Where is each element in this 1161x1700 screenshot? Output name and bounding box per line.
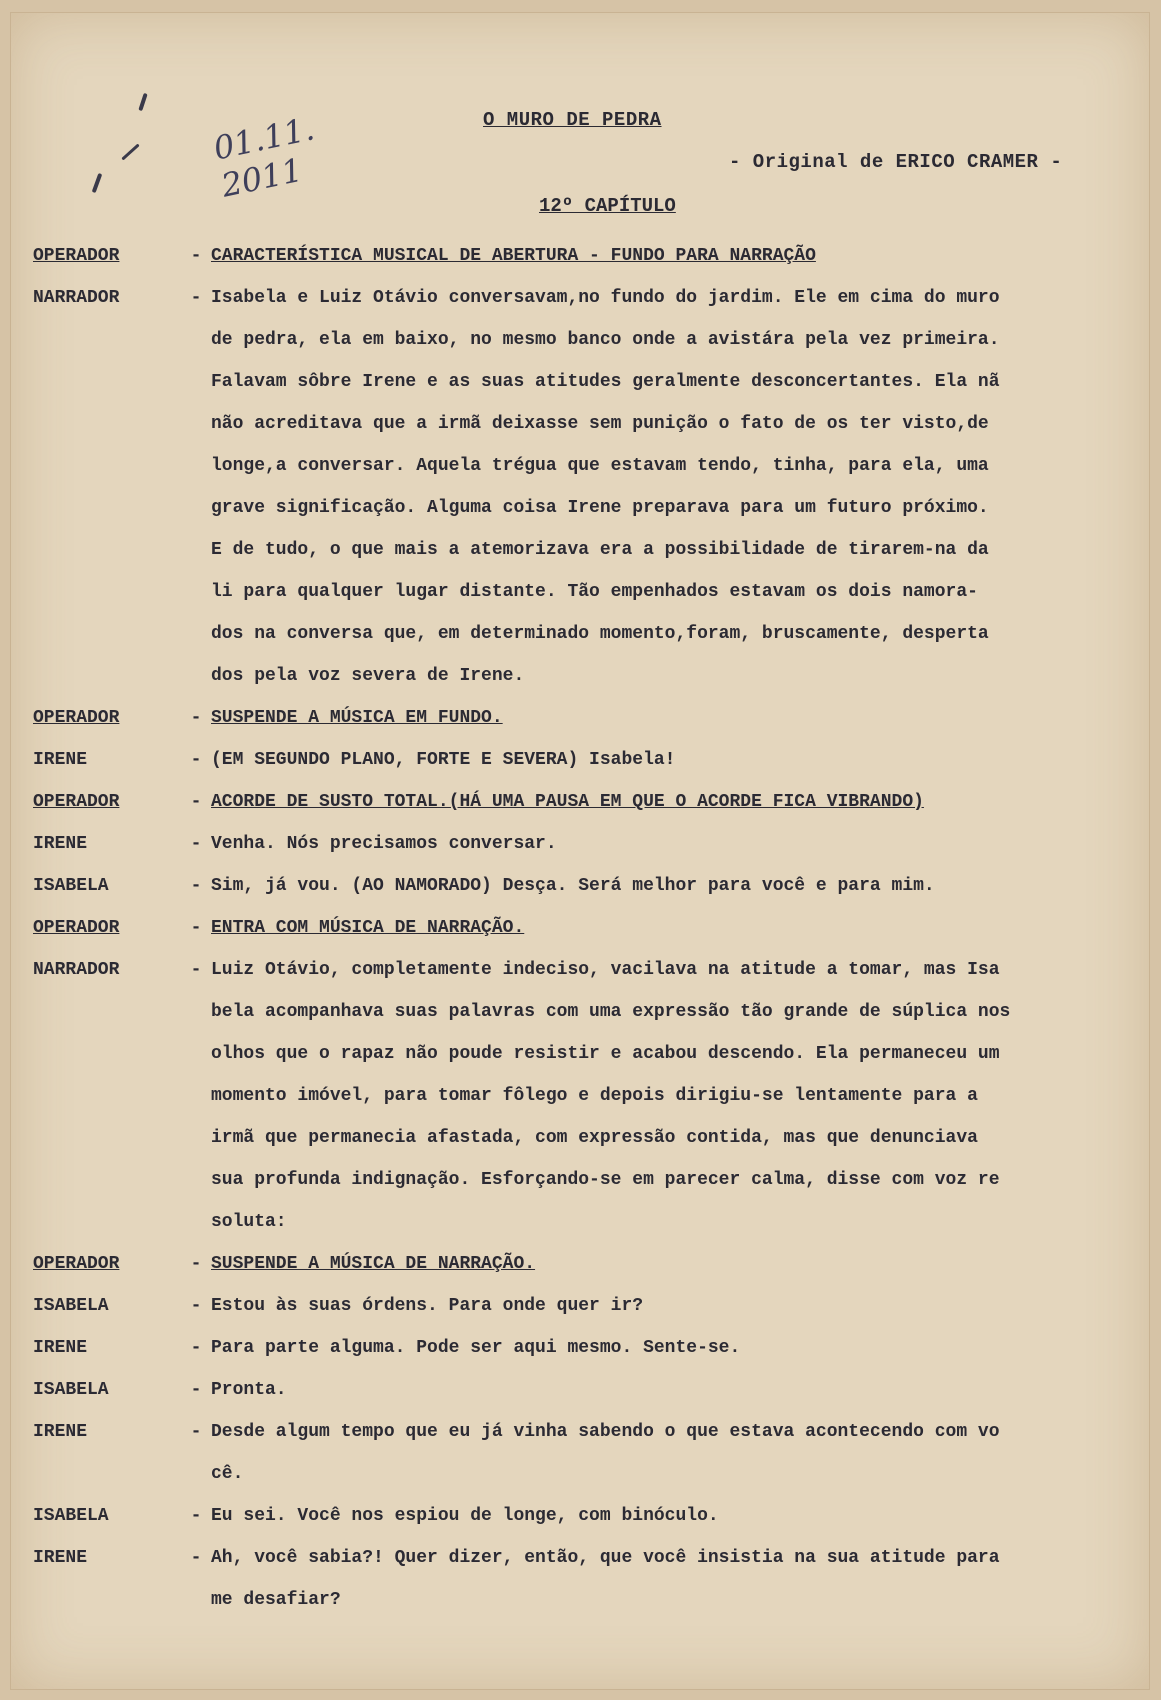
speaker-label: ISABELA <box>33 1380 109 1400</box>
author-credit: - Original de ERICO CRAMER - <box>729 151 1063 173</box>
script-entry <box>33 739 1138 781</box>
text-line: dos na conversa que, em determinado momento,foram, bruscamente, desperta <box>211 624 989 644</box>
dialogue-text <box>211 1285 1138 1327</box>
text-line: Ah, você sabia?! Quer dizer, então, que você insistia na sua atitude para <box>211 1548 1000 1568</box>
text-line: ACORDE DE SUSTO TOTAL.(HÁ UMA PAUSA EM QUE O ACORDE FICA VIBRANDO) <box>211 792 924 812</box>
text-line: Venha. Nós precisamos conversar. <box>211 834 557 854</box>
speaker-label: ISABELA <box>33 876 109 896</box>
text-line: Para parte alguma. Pode ser aqui mesmo. Sente-se. <box>211 1338 741 1358</box>
speaker-label: ISABELA <box>33 1296 109 1316</box>
dash-separator: - <box>190 1548 202 1568</box>
text-line: longe,a conversar. Aquela trégua que estavam tendo, tinha, para ela, uma <box>211 456 989 476</box>
dash-separator: - <box>190 708 202 728</box>
text-line: momento imóvel, para tomar fôlego e depois dirigiu-se lentamente para a <box>211 1086 978 1106</box>
dialogue-text <box>211 1327 1138 1369</box>
speaker-label: IRENE <box>33 1548 88 1568</box>
speaker-label: OPERADOR <box>33 918 120 938</box>
text-line: E de tudo, o que mais a atemorizava era a possibilidade de tirarem-na da <box>211 540 989 560</box>
speaker-label: ISABELA <box>33 1506 109 1526</box>
script-entry <box>33 823 1138 865</box>
text-line: Estou às suas órdens. Para onde quer ir? <box>211 1296 644 1316</box>
script-entry <box>33 1495 1138 1537</box>
speaker-label: IRENE <box>33 1338 88 1358</box>
speaker-label: OPERADOR <box>33 792 120 812</box>
script-entry <box>33 1411 1138 1495</box>
dash-separator: - <box>190 1254 202 1274</box>
speaker-label: NARRADOR <box>33 288 120 308</box>
operator-cue <box>211 697 1138 739</box>
dash-separator: - <box>190 792 202 812</box>
text-line: (EM SEGUNDO PLANO, FORTE E SEVERA) Isabela! <box>211 750 676 770</box>
document-title: O MURO DE PEDRA <box>483 109 662 131</box>
dialogue-text <box>211 1495 1138 1537</box>
dash-separator: - <box>190 960 202 980</box>
pen-mark <box>138 93 147 111</box>
text-line: bela acompanhava suas palavras com uma expressão tão grande de súplica nos <box>211 1002 1011 1022</box>
script-entry <box>33 1285 1138 1327</box>
speaker-label: OPERADOR <box>33 1254 120 1274</box>
script-entry <box>33 781 1138 823</box>
dialogue-text <box>211 1369 1138 1411</box>
document-page <box>10 12 1150 1690</box>
dash-separator: - <box>190 1296 202 1316</box>
text-line: SUSPENDE A MÚSICA DE NARRAÇÃO. <box>211 1254 536 1274</box>
dash-separator: - <box>190 1338 202 1358</box>
text-line: cê. <box>211 1464 244 1484</box>
script-entry <box>33 277 1138 697</box>
dialogue-text <box>211 949 1138 1243</box>
pen-mark <box>92 173 103 193</box>
dash-separator: - <box>190 1422 202 1442</box>
dash-separator: - <box>190 918 202 938</box>
dialogue-text <box>211 865 1138 907</box>
speaker-label: OPERADOR <box>33 246 120 266</box>
text-line: Luiz Otávio, completamente indeciso, vacilava na atitude a tomar, mas Isa <box>211 960 1000 980</box>
dash-separator: - <box>190 1380 202 1400</box>
text-line: grave significação. Alguma coisa Irene preparava para um futuro próximo. <box>211 498 989 518</box>
dialogue-text <box>211 823 1138 865</box>
script-entry <box>33 907 1138 949</box>
text-line: Eu sei. Você nos espiou de longe, com binóculo. <box>211 1506 719 1526</box>
speaker-label: NARRADOR <box>33 960 120 980</box>
operator-cue <box>211 781 1138 823</box>
script-entry <box>33 697 1138 739</box>
pen-mark <box>121 144 139 161</box>
operator-cue <box>211 1243 1138 1285</box>
text-line: SUSPENDE A MÚSICA EM FUNDO. <box>211 708 503 728</box>
text-line: Pronta. <box>211 1380 287 1400</box>
speaker-label: OPERADOR <box>33 708 120 728</box>
text-line: ENTRA COM MÚSICA DE NARRAÇÃO. <box>211 918 525 938</box>
text-line: de pedra, ela em baixo, no mesmo banco onde a avistára pela vez primeira. <box>211 330 1000 350</box>
script-entry <box>33 235 1138 277</box>
text-line: sua profunda indignação. Esforçando-se em parecer calma, disse com voz re <box>211 1170 1000 1190</box>
dash-separator: - <box>190 750 202 770</box>
dialogue-text <box>211 1411 1138 1495</box>
text-line: soluta: <box>211 1212 287 1232</box>
operator-cue <box>211 235 1138 277</box>
script-entry <box>33 865 1138 907</box>
dialogue-text <box>211 1537 1138 1621</box>
handwritten-date-note: 01.11. 2011 <box>210 109 318 205</box>
text-line: dos pela voz severa de Irene. <box>211 666 525 686</box>
dash-separator: - <box>190 246 202 266</box>
text-line: li para qualquer lugar distante. Tão empenhados estavam os dois namora- <box>211 582 978 602</box>
text-line: me desafiar? <box>211 1590 341 1610</box>
speaker-label: IRENE <box>33 1422 88 1442</box>
speaker-label: IRENE <box>33 750 88 770</box>
text-line: Falavam sôbre Irene e as suas atitudes geralmente desconcertantes. Ela nã <box>211 372 1000 392</box>
script-entry <box>33 949 1138 1243</box>
text-line: Desde algum tempo que eu já vinha sabendo o que estava acontecendo com vo <box>211 1422 1000 1442</box>
script-entry <box>33 1537 1138 1621</box>
dash-separator: - <box>190 876 202 896</box>
operator-cue <box>211 907 1138 949</box>
script-entry <box>33 1327 1138 1369</box>
dialogue-text <box>211 277 1138 697</box>
text-line: CARACTERÍSTICA MUSICAL DE ABERTURA - FUNDO PARA NARRAÇÃO <box>211 246 816 266</box>
script-body <box>33 235 1138 1621</box>
text-line: olhos que o rapaz não poude resistir e acabou descendo. Ela permaneceu um <box>211 1044 1000 1064</box>
text-line: Sim, já vou. (AO NAMORADO) Desça. Será melhor para você e para mim. <box>211 876 935 896</box>
script-entry <box>33 1369 1138 1411</box>
text-line: irmã que permanecia afastada, com expressão contida, mas que denunciava <box>211 1128 978 1148</box>
dash-separator: - <box>190 1506 202 1526</box>
dialogue-text <box>211 739 1138 781</box>
dash-separator: - <box>190 834 202 854</box>
text-line: Isabela e Luiz Otávio conversavam,no fundo do jardim. Ele em cima do muro <box>211 288 1000 308</box>
dash-separator: - <box>190 288 202 308</box>
speaker-label: IRENE <box>33 834 88 854</box>
script-entry <box>33 1243 1138 1285</box>
text-line: não acreditava que a irmã deixasse sem punição o fato de os ter visto,de <box>211 414 989 434</box>
chapter-heading: 12º CAPÍTULO <box>539 195 676 217</box>
